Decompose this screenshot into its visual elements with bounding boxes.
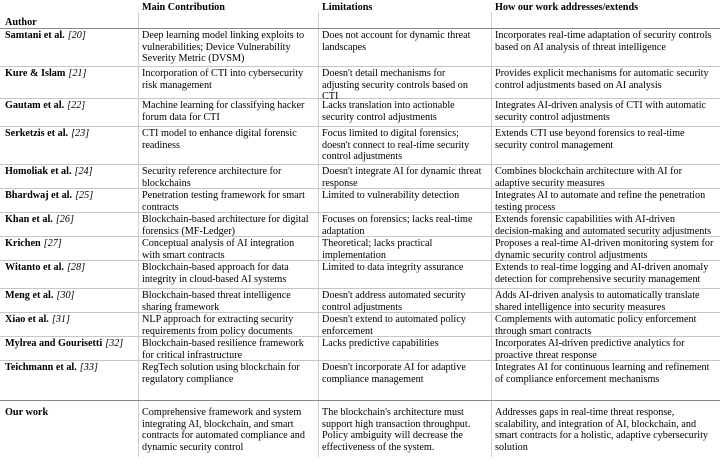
addresses-text: Addresses gaps in real-time threat response,	[495, 407, 675, 418]
limitations-text: adaptation	[322, 225, 365, 237]
addresses-text: Incorporates AI-driven predictive analytics for	[495, 338, 685, 349]
row-divider	[0, 126, 720, 127]
citation-ref: [20]	[67, 30, 86, 41]
citation-ref: [24]	[74, 166, 93, 177]
contribution-text: Penetration testing framework for smart	[142, 190, 305, 201]
row-divider	[0, 28, 720, 29]
contribution-text: requirements from policy documents	[142, 325, 293, 337]
addresses-text: Proposes a real-time AI-driven monitoring system for	[495, 238, 714, 249]
addresses-text: based on AI analysis of threat intelligence	[495, 41, 666, 53]
author-name: Homoliak et al.	[5, 166, 72, 177]
limitations-text: Doesn't address automated security	[322, 290, 466, 301]
limitations-text: Doesn't integrate AI for dynamic threat	[322, 166, 482, 177]
addresses-text: decision-making and automated security adjustments	[495, 225, 712, 237]
contribution-text: Machine learning for classifying hacker	[142, 100, 305, 111]
contribution-text: NLP approach for extracting security	[142, 314, 294, 325]
header-main-contribution: Main Contribution	[142, 2, 225, 13]
limitations-text: doesn't connect to real-time security	[322, 139, 470, 151]
contribution-text: Conceptual analysis of AI integration	[142, 238, 295, 249]
contribution-text: RegTech solution using blockchain for	[142, 362, 300, 373]
addresses-text: Extends to real-time logging and AI-driven anomaly	[495, 262, 709, 273]
header-author: Author	[5, 17, 37, 28]
column-divider	[318, 12, 319, 457]
limitations-text: Doesn't detail mechanisms for	[322, 68, 446, 79]
citation-ref: [31]	[51, 314, 70, 325]
addresses-text: through smart contracts	[495, 325, 592, 337]
limitations-text: enforcement	[322, 325, 373, 337]
author-name: Xiao et al.	[5, 314, 49, 325]
citation-ref: [23]	[71, 128, 90, 139]
limitations-text: The blockchain's architecture must	[322, 407, 464, 418]
author-name: Kure & Islam	[5, 68, 66, 79]
contribution-text: readiness	[142, 139, 180, 151]
citation-ref: [26]	[55, 214, 74, 225]
row-divider	[0, 164, 720, 165]
citation-ref: [28]	[66, 262, 86, 273]
addresses-text: proactive threat response	[495, 349, 597, 361]
author-name: Mylrea and Gourisetti	[5, 338, 103, 349]
addresses-text: detection for comprehensive security management	[495, 273, 701, 285]
author-name: Krichen	[5, 238, 41, 249]
limitations-text: landscapes	[322, 41, 367, 53]
contribution-text: Blockchain-based approach for data	[142, 262, 289, 273]
limitations-text: effectiveness of the system.	[322, 441, 435, 453]
addresses-text: scalability, and integration of AI, blockchain, and	[495, 418, 697, 430]
limitations-text: implementation	[322, 249, 386, 261]
addresses-text: Extends CTI use beyond forensics to real-time	[495, 128, 685, 139]
contribution-text: integrating AI, blockchain, and smart	[142, 418, 294, 430]
contribution-text: regulatory compliance	[142, 373, 234, 385]
addresses-text: security control management	[495, 139, 614, 151]
column-divider	[138, 12, 139, 457]
row-divider	[0, 360, 720, 361]
author-name: Witanto et al.	[5, 262, 64, 273]
addresses-text: Integrates AI to automate and refine the penetration	[495, 190, 706, 201]
addresses-text: Integrates AI-driven analysis of CTI with automatic	[495, 100, 707, 111]
limitations-text: Policy ambiguity will decrease the	[322, 430, 463, 441]
limitations-text: control adjustments	[322, 151, 403, 162]
limitations-text: Does not account for dynamic threat	[322, 30, 471, 41]
author-name: Serketzis et al.	[5, 128, 69, 139]
contribution-text: Blockchain-based resilience framework	[142, 338, 304, 349]
addresses-text: smart contracts for a holistic, adaptive cybersecurity	[495, 430, 709, 441]
contribution-text: Incorporation of CTI into cybersecurity	[142, 68, 304, 79]
contribution-text: integrity in cloud-based AI systems	[142, 273, 287, 285]
contribution-text: sharing framework	[142, 301, 220, 313]
contribution-text: Security reference architecture for	[142, 166, 282, 177]
contribution-text: vulnerabilities; Device Vulnerability	[142, 41, 291, 53]
limitations-text: Limited to data integrity assurance	[322, 262, 464, 273]
addresses-text: Provides explicit mechanisms for automatic security	[495, 68, 709, 79]
limitations-text: CTI	[322, 91, 339, 102]
contribution-text: Deep learning model linking exploits to	[142, 30, 305, 41]
addresses-text: solution	[495, 441, 528, 453]
limitations-text: Lacks translation into actionable	[322, 100, 455, 111]
limitations-text: Limited to vulnerability detection	[322, 190, 460, 201]
limitations-text: Theoretical; lacks practical	[322, 238, 433, 249]
row-divider	[0, 188, 720, 189]
contribution-text: forum data for CTI	[142, 111, 220, 123]
addresses-text: Extends forensic capabilities with AI-driven	[495, 214, 675, 225]
citation-ref: [27]	[43, 238, 62, 249]
addresses-text: Incorporates real-time adaptation of security controls	[495, 30, 712, 41]
author-name: Gautam et al.	[5, 100, 65, 111]
addresses-text: shared intelligence into security measures	[495, 301, 666, 313]
addresses-text: Complements with automatic policy enforcement	[495, 314, 697, 325]
header-limitations: Limitations	[322, 2, 373, 13]
contribution-text: for critical infrastructure	[142, 349, 243, 361]
contribution-text: risk management	[142, 79, 212, 91]
header-how-addressed: How our work addresses/extends	[495, 2, 639, 13]
author-name: Our work	[5, 407, 49, 418]
limitations-text: Doesn't incorporate AI for adaptive	[322, 362, 466, 373]
row-divider	[0, 288, 720, 289]
addresses-text: Adds AI-driven analysis to automatically translate	[495, 290, 700, 301]
limitations-text: Lacks predictive capabilities	[322, 338, 439, 349]
row-divider	[0, 212, 720, 213]
limitations-text: control adjustments	[322, 301, 403, 313]
contribution-text: CTI model to enhance digital forensic	[142, 128, 297, 139]
contribution-text: with smart contracts	[142, 249, 225, 261]
contribution-text: Blockchain-based threat intelligence	[142, 290, 291, 301]
author-name: Teichmann et al.	[5, 362, 77, 373]
contribution-text: contracts for automated compliance and	[142, 430, 305, 441]
addresses-text: dynamic security control adjustments	[495, 249, 648, 261]
citation-ref: [32]	[105, 338, 124, 349]
citation-ref: [22]	[67, 100, 86, 111]
author-name: Meng et al.	[5, 290, 54, 301]
author-name: Samtani et al.	[5, 30, 65, 41]
limitations-text: Focuses on forensics; lacks real-time	[322, 214, 473, 225]
contribution-text: forensics (MF-Ledger)	[142, 225, 236, 237]
citation-ref: [21]	[68, 68, 87, 79]
row-divider	[0, 66, 720, 67]
addresses-text: control adjustments based on AI analysis	[495, 79, 662, 91]
row-divider	[0, 400, 720, 401]
citation-ref: [25]	[75, 190, 94, 201]
limitations-text: adjusting security controls based on	[322, 79, 468, 91]
addresses-text: Combines blockchain architecture with AI for	[495, 166, 682, 177]
addresses-text: of compliance enforcement mechanisms	[495, 373, 660, 385]
limitations-text: security control adjustments	[322, 111, 437, 123]
limitations-text: Doesn't extend to automated policy	[322, 314, 466, 325]
author-name: Bhardwaj et al.	[5, 190, 73, 201]
column-divider	[491, 12, 492, 457]
contribution-text: blockchains	[142, 177, 191, 189]
citation-ref: [33]	[79, 362, 98, 373]
contribution-text: Comprehensive framework and system	[142, 407, 302, 418]
contribution-text: Blockchain-based architecture for digital	[142, 214, 309, 225]
limitations-text: response	[322, 177, 358, 189]
limitations-text: Focus limited to digital forensics;	[322, 128, 459, 139]
author-name: Khan et al.	[5, 214, 53, 225]
addresses-text: Integrates AI for continuous learning and refinement	[495, 362, 710, 373]
addresses-text: security control adjustments	[495, 111, 610, 123]
limitations-text: compliance management	[322, 373, 424, 385]
contribution-text: Severity Metric (DVSM)	[142, 53, 245, 64]
row-divider	[0, 98, 720, 99]
contribution-text: contracts	[142, 201, 179, 213]
contribution-text: dynamic security control	[142, 441, 244, 453]
citation-ref: [30]	[56, 290, 75, 301]
limitations-text: support high transaction throughput.	[322, 418, 471, 430]
addresses-text: testing process	[495, 201, 556, 213]
addresses-text: adaptive security measures	[495, 177, 605, 189]
